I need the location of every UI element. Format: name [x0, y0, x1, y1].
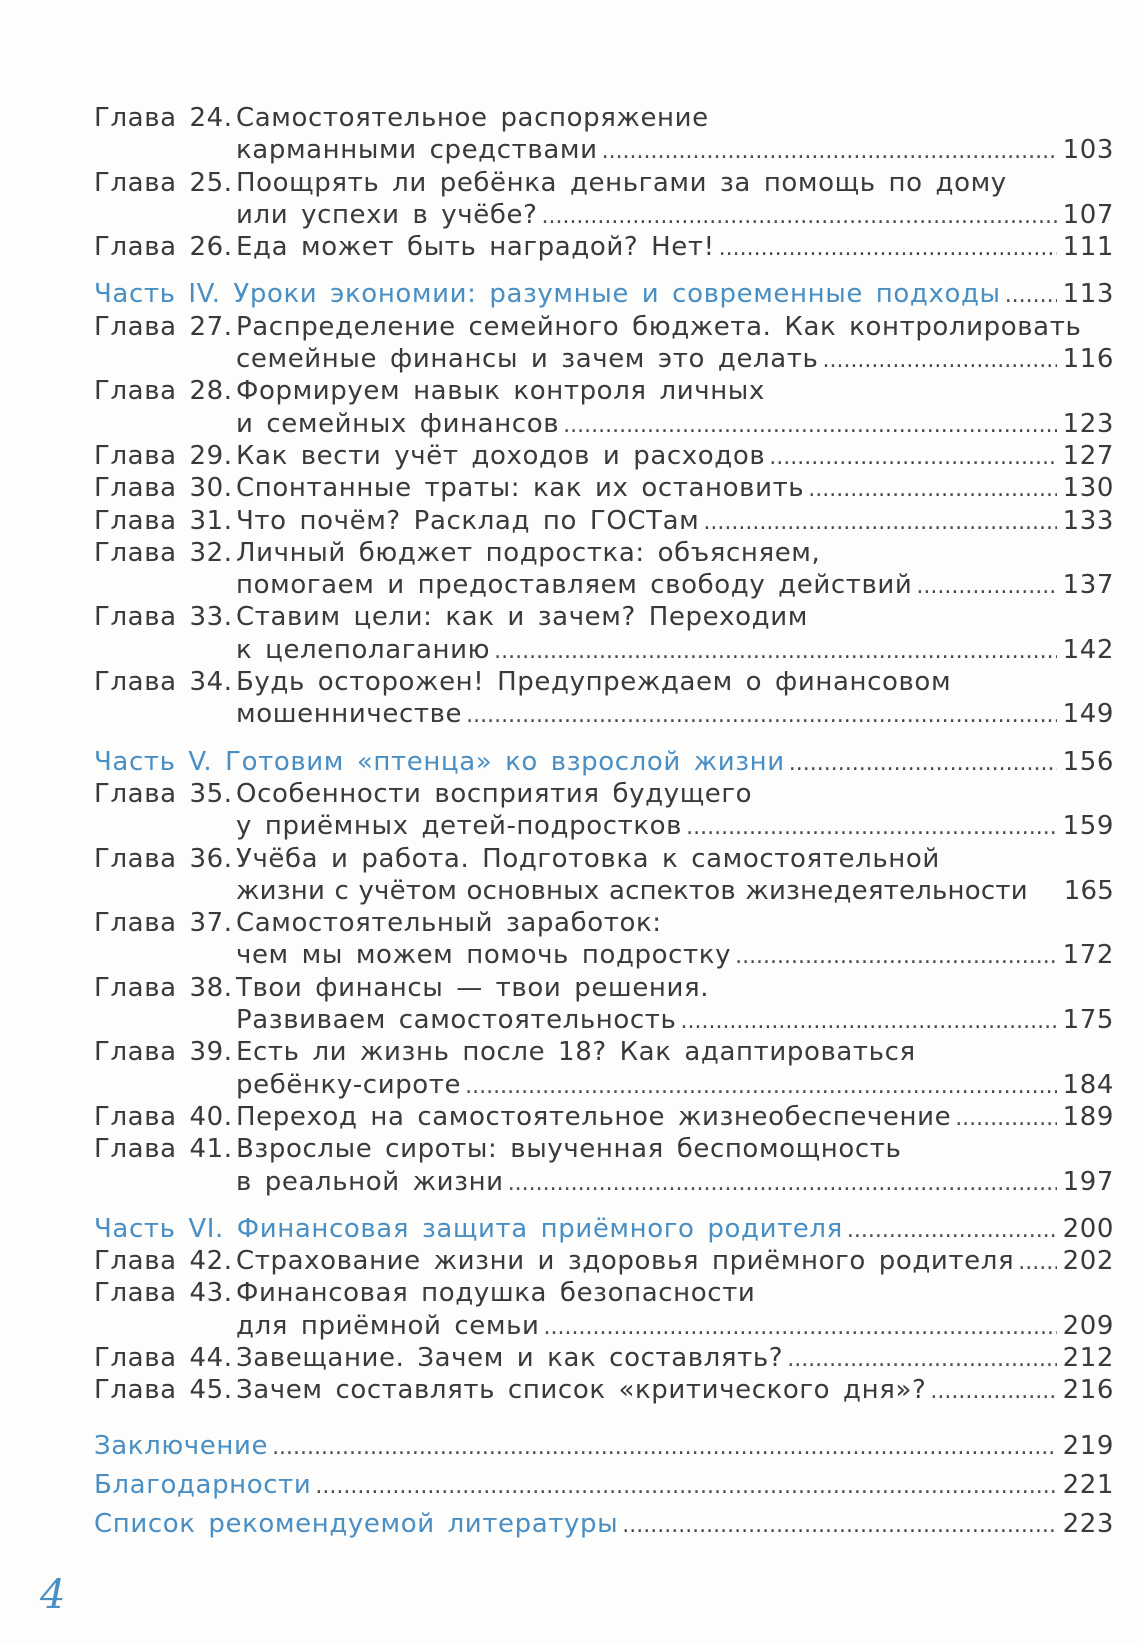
- page-ref: 130: [1062, 473, 1114, 504]
- toc-entry-ch34-cont[interactable]: [94, 698, 1114, 730]
- toc-entry-ch45[interactable]: [94, 1374, 1114, 1406]
- page-ref: 165: [1063, 875, 1114, 906]
- toc-entry-ch30[interactable]: [94, 472, 1114, 504]
- toc-entry-ch32-cont[interactable]: [94, 569, 1114, 601]
- page-ref: 197: [1062, 1166, 1114, 1197]
- dot-leader: [508, 1168, 1057, 1200]
- page-ref: 212: [1062, 1342, 1114, 1373]
- dot-leader: [544, 1312, 1057, 1344]
- dot-leader: [735, 941, 1056, 973]
- chapter-label: Глава 39.: [94, 1037, 233, 1068]
- toc-entry-ch25[interactable]: [94, 167, 1114, 199]
- chapter-title: Еда может быть наградой? Нет!: [236, 232, 715, 263]
- page-ref: 159: [1062, 811, 1114, 842]
- dot-leader: [719, 233, 1057, 265]
- chapter-title: Переход на самостоятельное жизнеобеспечение: [236, 1101, 952, 1132]
- section-title: Заключение: [94, 1430, 269, 1461]
- page-ref: 133: [1062, 505, 1114, 536]
- dot-leader: [703, 507, 1056, 539]
- toc-entry-ch39[interactable]: [94, 1036, 1114, 1068]
- toc-entry-ch40[interactable]: [94, 1101, 1114, 1133]
- dot-leader: [315, 1467, 1056, 1506]
- dot-leader: [769, 442, 1056, 474]
- page-ref: 221: [1062, 1469, 1114, 1500]
- chapter-title: ребёнку-сироте: [236, 1069, 462, 1100]
- page-ref: 200: [1062, 1213, 1114, 1244]
- chapter-title: чем мы можем помочь подростку: [236, 940, 732, 971]
- toc-entry-ch25-cont[interactable]: [94, 199, 1114, 231]
- toc-entry-ch27[interactable]: [94, 311, 1114, 343]
- chapter-label: Глава 40.: [94, 1101, 233, 1132]
- toc-entry-part-4[interactable]: [94, 278, 1114, 310]
- chapter-title: Учёба и работа. Подготовка к самостоятельной: [236, 843, 940, 874]
- part-title: Часть VI. Финансовая защита приёмного родителя: [94, 1213, 843, 1244]
- chapter-title: и семейных финансов: [236, 408, 560, 439]
- chapter-label: Глава 30.: [94, 473, 233, 504]
- chapter-title: в реальной жизни: [236, 1166, 504, 1197]
- dot-leader: [563, 410, 1056, 442]
- dot-leader: [466, 700, 1056, 732]
- chapter-title: Есть ли жизнь после 18? Как адаптироваться: [236, 1037, 916, 1068]
- chapter-title: Взрослые сироты: выученная беспомощность: [236, 1134, 902, 1165]
- toc-entry-conclusion[interactable]: [94, 1427, 1114, 1466]
- toc-entry-ch35[interactable]: [94, 778, 1114, 810]
- chapter-label: Глава 45.: [94, 1375, 233, 1406]
- page-ref: 111: [1062, 232, 1114, 263]
- toc-entry-thanks[interactable]: [94, 1466, 1114, 1505]
- toc-entry-ch43-cont[interactable]: [94, 1310, 1114, 1342]
- chapter-title: Поощрять ли ребёнка деньгами за помощь по дому: [236, 167, 1007, 198]
- toc-entry-ch38[interactable]: [94, 972, 1114, 1004]
- chapter-title: Зачем составлять список «критического дня»?: [236, 1375, 927, 1406]
- toc-entry-ch38-cont[interactable]: [94, 1004, 1114, 1036]
- toc-entry-literature[interactable]: [94, 1505, 1114, 1544]
- dot-leader: [686, 812, 1056, 844]
- dot-leader: [787, 1344, 1056, 1376]
- toc-entry-ch28[interactable]: [94, 375, 1114, 407]
- chapter-title: Страхование жизни и здоровья приёмного родителя: [236, 1246, 1015, 1277]
- page-ref: 127: [1062, 440, 1114, 471]
- page-ref: 116: [1062, 344, 1114, 375]
- chapter-label: Глава 33.: [94, 602, 233, 633]
- page-ref: 123: [1062, 408, 1114, 439]
- table-of-contents: [94, 102, 1114, 1544]
- page-ref: 219: [1062, 1430, 1114, 1461]
- toc-entry-ch24-cont[interactable]: [94, 134, 1114, 166]
- chapter-title: Особенности восприятия будущего: [236, 778, 753, 809]
- dot-leader: [680, 1006, 1056, 1038]
- page-ref: 223: [1062, 1508, 1114, 1539]
- toc-entry-ch35-cont[interactable]: [94, 810, 1114, 842]
- page-ref: 113: [1062, 279, 1114, 310]
- dot-leader: [822, 345, 1056, 377]
- page-ref: 172: [1062, 940, 1114, 971]
- dot-leader: [494, 636, 1056, 668]
- chapter-label: Глава 31.: [94, 505, 233, 536]
- dot-leader: [955, 1103, 1056, 1135]
- toc-entry-ch24[interactable]: [94, 102, 1114, 134]
- chapter-title: к целеполаганию: [236, 634, 491, 665]
- page-ref: 175: [1062, 1005, 1114, 1036]
- page-ref: 184: [1062, 1069, 1114, 1100]
- section-title: Список рекомендуемой литературы: [94, 1508, 619, 1539]
- chapter-title: для приёмной семьи: [236, 1310, 540, 1341]
- page-ref: 137: [1062, 570, 1114, 601]
- chapter-title: карманными средствами: [236, 135, 598, 166]
- toc-entry-ch36-cont[interactable]: [94, 875, 1114, 907]
- dot-leader: [930, 1376, 1056, 1408]
- chapter-label: Глава 44.: [94, 1342, 233, 1373]
- chapter-label: Глава 37.: [94, 908, 233, 939]
- toc-entry-ch34[interactable]: [94, 666, 1114, 698]
- chapter-title: семейные финансы и зачем это делать: [236, 344, 819, 375]
- chapter-title: Ставим цели: как и зачем? Переходим: [236, 602, 808, 633]
- toc-entry-ch41[interactable]: [94, 1133, 1114, 1165]
- chapter-label: Глава 41.: [94, 1134, 233, 1165]
- page-ref: 216: [1062, 1375, 1114, 1406]
- toc-entry-ch43[interactable]: [94, 1277, 1114, 1309]
- chapter-title: у приёмных детей-подростков: [236, 811, 683, 842]
- chapter-label: Глава 24.: [94, 103, 233, 133]
- chapter-label: Глава 34.: [94, 667, 233, 698]
- chapter-label: Глава 38.: [94, 972, 233, 1003]
- page-ref: 202: [1062, 1246, 1114, 1277]
- chapter-label: Глава 28.: [94, 376, 233, 407]
- toc-entry-ch44[interactable]: [94, 1342, 1114, 1374]
- dot-leader: [602, 136, 1057, 168]
- page-ref: 149: [1062, 699, 1114, 730]
- chapter-label: Глава 27.: [94, 311, 233, 342]
- toc-entry-ch27-cont[interactable]: [94, 343, 1114, 375]
- page-ref: 142: [1062, 634, 1114, 665]
- dot-leader: [465, 1071, 1056, 1103]
- chapter-title: Распределение семейного бюджета. Как контролировать: [236, 311, 1082, 342]
- toc-entry-ch32[interactable]: [94, 537, 1114, 569]
- chapter-title: Самостоятельный заработок:: [236, 908, 662, 939]
- dot-leader: [541, 201, 1056, 233]
- chapter-title: Будь осторожен! Предупреждаем о финансовом: [236, 667, 952, 698]
- chapter-title: Формируем навык контроля личных: [236, 376, 765, 407]
- toc-entry-ch36[interactable]: [94, 843, 1114, 875]
- chapter-label: Глава 25.: [94, 167, 233, 198]
- toc-entry-ch33-cont[interactable]: [94, 634, 1114, 666]
- part-title: Часть IV. Уроки экономии: разумные и современные подходы: [94, 279, 1001, 310]
- chapter-label: Глава 36.: [94, 843, 233, 874]
- toc-entry-ch37-cont[interactable]: [94, 939, 1114, 971]
- toc-entry-part-5[interactable]: [94, 746, 1114, 778]
- page-ref: 103: [1062, 135, 1114, 166]
- dot-leader: [808, 474, 1056, 506]
- toc-entry-ch41-cont[interactable]: [94, 1166, 1114, 1198]
- toc-entry-ch42[interactable]: [94, 1245, 1114, 1277]
- page-ref: 107: [1062, 199, 1114, 230]
- chapter-label: Глава 32.: [94, 537, 233, 568]
- chapter-label: Глава 26.: [94, 232, 233, 263]
- dot-leader: [272, 1428, 1057, 1467]
- toc-entry-ch37[interactable]: [94, 907, 1114, 939]
- page-ref: 209: [1062, 1310, 1114, 1341]
- chapter-title: Как вести учёт доходов и расходов: [236, 440, 766, 471]
- toc-entry-ch33[interactable]: [94, 601, 1114, 633]
- page-number: 4: [40, 1572, 66, 1618]
- chapter-title: Завещание. Зачем и как составлять?: [236, 1342, 784, 1373]
- chapter-label: Глава 43.: [94, 1278, 233, 1309]
- dot-leader: [622, 1506, 1056, 1545]
- toc-entry-ch29[interactable]: [94, 440, 1114, 472]
- toc-entry-ch28-cont[interactable]: [94, 408, 1114, 440]
- chapter-title: жизни с учётом основных аспектов жизнедеятельности: [236, 875, 1028, 906]
- chapter-label: Глава 42.: [94, 1246, 233, 1277]
- chapter-title: Финансовая подушка безопасности: [236, 1278, 756, 1309]
- chapter-label: Глава 29.: [94, 440, 233, 471]
- page-ref: 156: [1062, 746, 1114, 777]
- toc-entry-ch39-cont[interactable]: [94, 1069, 1114, 1101]
- chapter-title: или успехи в учёбе?: [236, 199, 538, 230]
- part-title: Часть V. Готовим «птенца» ко взрослой жизни: [94, 746, 785, 777]
- dot-leader: [789, 748, 1057, 780]
- chapter-title: Спонтанные траты: как их остановить: [236, 473, 805, 504]
- dot-leader: [1005, 280, 1057, 312]
- toc-entry-ch26[interactable]: [94, 231, 1114, 263]
- chapter-title: помогаем и предоставляем свободу действий: [236, 570, 913, 601]
- page-ref: 189: [1062, 1101, 1114, 1132]
- chapter-title: Развиваем самостоятельность: [236, 1005, 677, 1036]
- chapter-title: мошенничестве: [236, 699, 463, 730]
- dot-leader: [916, 571, 1056, 603]
- chapter-title: Твои финансы — твои решения.: [236, 972, 710, 1003]
- dot-leader: [847, 1215, 1057, 1247]
- chapter-title: Самостоятельное распоряжение: [236, 103, 709, 133]
- chapter-label: Глава 35.: [94, 778, 233, 809]
- chapter-title: Личный бюджет подростка: объясняем,: [236, 537, 821, 568]
- section-title: Благодарности: [94, 1469, 312, 1500]
- toc-entry-part-6[interactable]: [94, 1213, 1114, 1245]
- toc-entry-ch31[interactable]: [94, 505, 1114, 537]
- dot-leader: [1018, 1247, 1056, 1279]
- chapter-title: Что почём? Расклад по ГОСТам: [236, 505, 700, 536]
